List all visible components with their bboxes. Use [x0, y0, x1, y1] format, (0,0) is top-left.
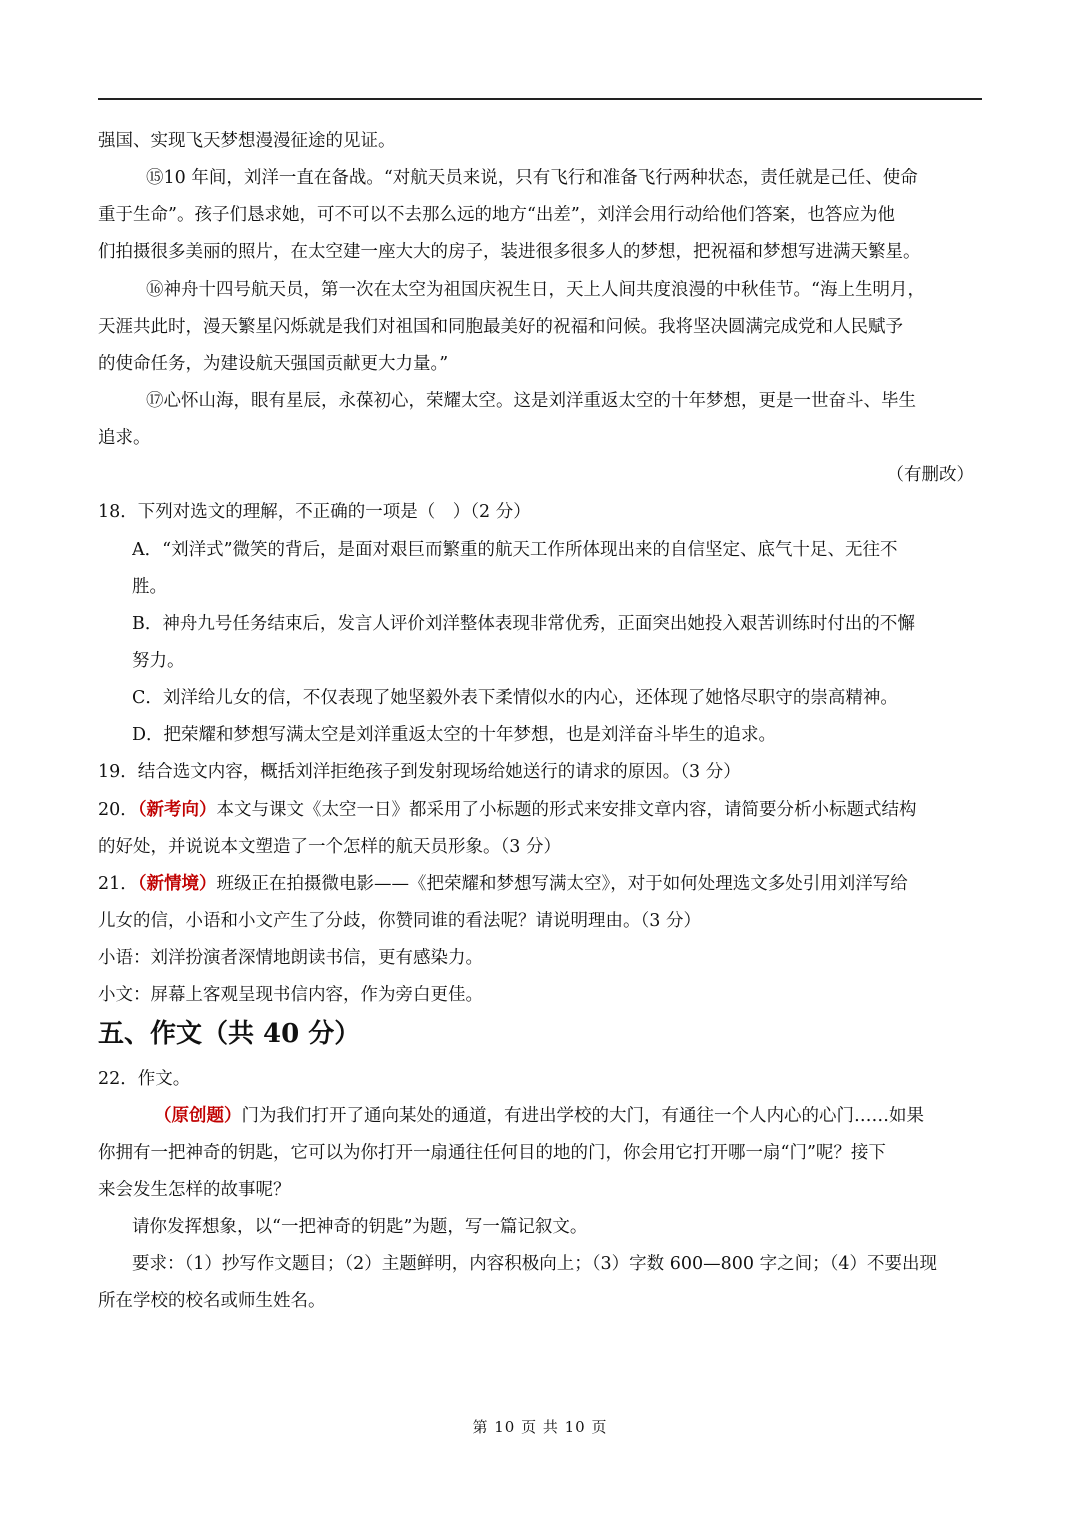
question-20-cont: 的好处，并说说本文塑造了一个怎样的航天员形象。（3 分） — [98, 837, 561, 857]
passage-line: 们拍摄很多美丽的照片，在太空建一座大大的房子，装进很多很多人的梦想，把祝福和梦想写进满天繁星。 — [98, 242, 921, 262]
question-20-tag: （新考向） — [137, 800, 217, 820]
essay-requirements: 要求：（1）抄写作文题目；（2）主题鲜明，内容积极向上；（3）字数 600—800 字之间；（4）不要出现 — [132, 1254, 937, 1274]
essay-prompt — [98, 1103, 982, 1129]
passage-line: ⑯神舟十四号航天员，第一次在太空为祖国庆祝生日，天上人间共度浪漫的中秋佳节。“海上生明月， — [146, 280, 925, 300]
question-18-option-b-cont: 努力。 — [132, 651, 185, 671]
passage-line: 的使命任务，为建设航天强国贡献更大力量。” — [98, 354, 449, 374]
essay-prompt-text: 门为我们打开了通向某处的通道，有进出学校的大门，有通往一个人内心的心门……如果 — [241, 1106, 924, 1126]
question-20-number: 20． — [98, 800, 138, 820]
question-21-tag: （新情境） — [137, 874, 217, 894]
question-21-number: 21． — [98, 874, 138, 894]
essay-requirements-cont: 所在学校的校名或师生姓名。 — [98, 1291, 326, 1311]
essay-prompt-cont: 来会发生怎样的故事呢？ — [98, 1180, 291, 1200]
question-19-stem: 19．结合选文内容，概括刘洋拒绝孩子到发射现场给她送行的请求的原因。（3 分） — [98, 762, 741, 782]
essay-prompt-tag: （原创题） — [154, 1106, 242, 1126]
question-22-stem: 22．作文。 — [98, 1069, 191, 1089]
opinion-xiaoyu: 小语：刘洋扮演者深情地朗读书信，更有感染力。 — [98, 948, 483, 968]
question-18-stem: 18．下列对选文的理解，不正确的一项是（ ）（2 分） — [98, 502, 531, 522]
question-21-text: 班级正在拍摄微电影——《把荣耀和梦想写满太空》，对于如何处理选文多处引用刘洋写给 — [216, 874, 908, 894]
passage-line: ⑮10 年间，刘洋一直在备战。“对航天员来说，只有飞行和准备飞行两种状态，责任就是己任、使命 — [146, 168, 918, 188]
passage-line: 重于生命”。孩子们恳求她，可不可以不去那么远的地方“出差”，刘洋会用行动给他们答案，也答应为他 — [98, 205, 895, 225]
question-21-stem — [98, 871, 982, 897]
section-5-heading: 五、作文（共 40 分） — [98, 1019, 361, 1049]
question-20-text: 本文与课文《太空一日》都采用了小标题的形式来安排文章内容，请简要分析小标题式结构 — [216, 800, 917, 820]
header-rule — [98, 98, 982, 100]
question-18-option-c: C．刘洋给儿女的信，不仅表现了她坚毅外表下柔情似水的内心，还体现了她恪尽职守的崇高精神。 — [132, 688, 898, 708]
question-18-option-a: A．“刘洋式”微笑的背后，是面对艰巨而繁重的航天工作所体现出来的自信坚定、底气十足、无往不 — [132, 540, 898, 560]
essay-prompt-cont: 你拥有一把神奇的钥匙，它可以为你打开一扇通往任何目的地的门，你会用它打开哪一扇“门”呢？接下 — [98, 1143, 886, 1163]
passage-line: ⑰心怀山海，眼有星辰，永葆初心，荣耀太空。这是刘洋重返太空的十年梦想，更是一世奋斗、毕生 — [146, 391, 916, 411]
question-18-option-a-cont: 胜。 — [132, 577, 167, 597]
passage-line: 强国、实现飞天梦想漫漫征途的见证。 — [98, 131, 396, 151]
question-21-cont: 儿女的信，小语和小文产生了分歧，你赞同谁的看法呢？请说明理由。（3 分） — [98, 911, 701, 931]
passage-line: 追求。 — [98, 428, 151, 448]
question-18-option-b: B．神舟九号任务结束后，发言人评价刘洋整体表现非常优秀，正面突出她投入艰苦训练时付出的不懈 — [132, 614, 915, 634]
page-number: 第 10 页 共 10 页 — [472, 1418, 608, 1436]
question-20-stem — [98, 797, 982, 823]
essay-instruction: 请你发挥想象，以“一把神奇的钥匙”为题，写一篇记叙文。 — [132, 1217, 588, 1237]
passage-line: 天涯共此时，漫天繁星闪烁就是我们对祖国和同胞最美好的祝福和问候。我将坚决圆满完成党和人民赋予 — [98, 317, 903, 337]
source-note: （有删改） — [886, 465, 974, 485]
opinion-xiaowen: 小文：屏幕上客观呈现书信内容，作为旁白更佳。 — [98, 985, 483, 1005]
question-18-option-d: D．把荣耀和梦想写满太空是刘洋重返太空的十年梦想，也是刘洋奋斗毕生的追求。 — [132, 725, 777, 745]
